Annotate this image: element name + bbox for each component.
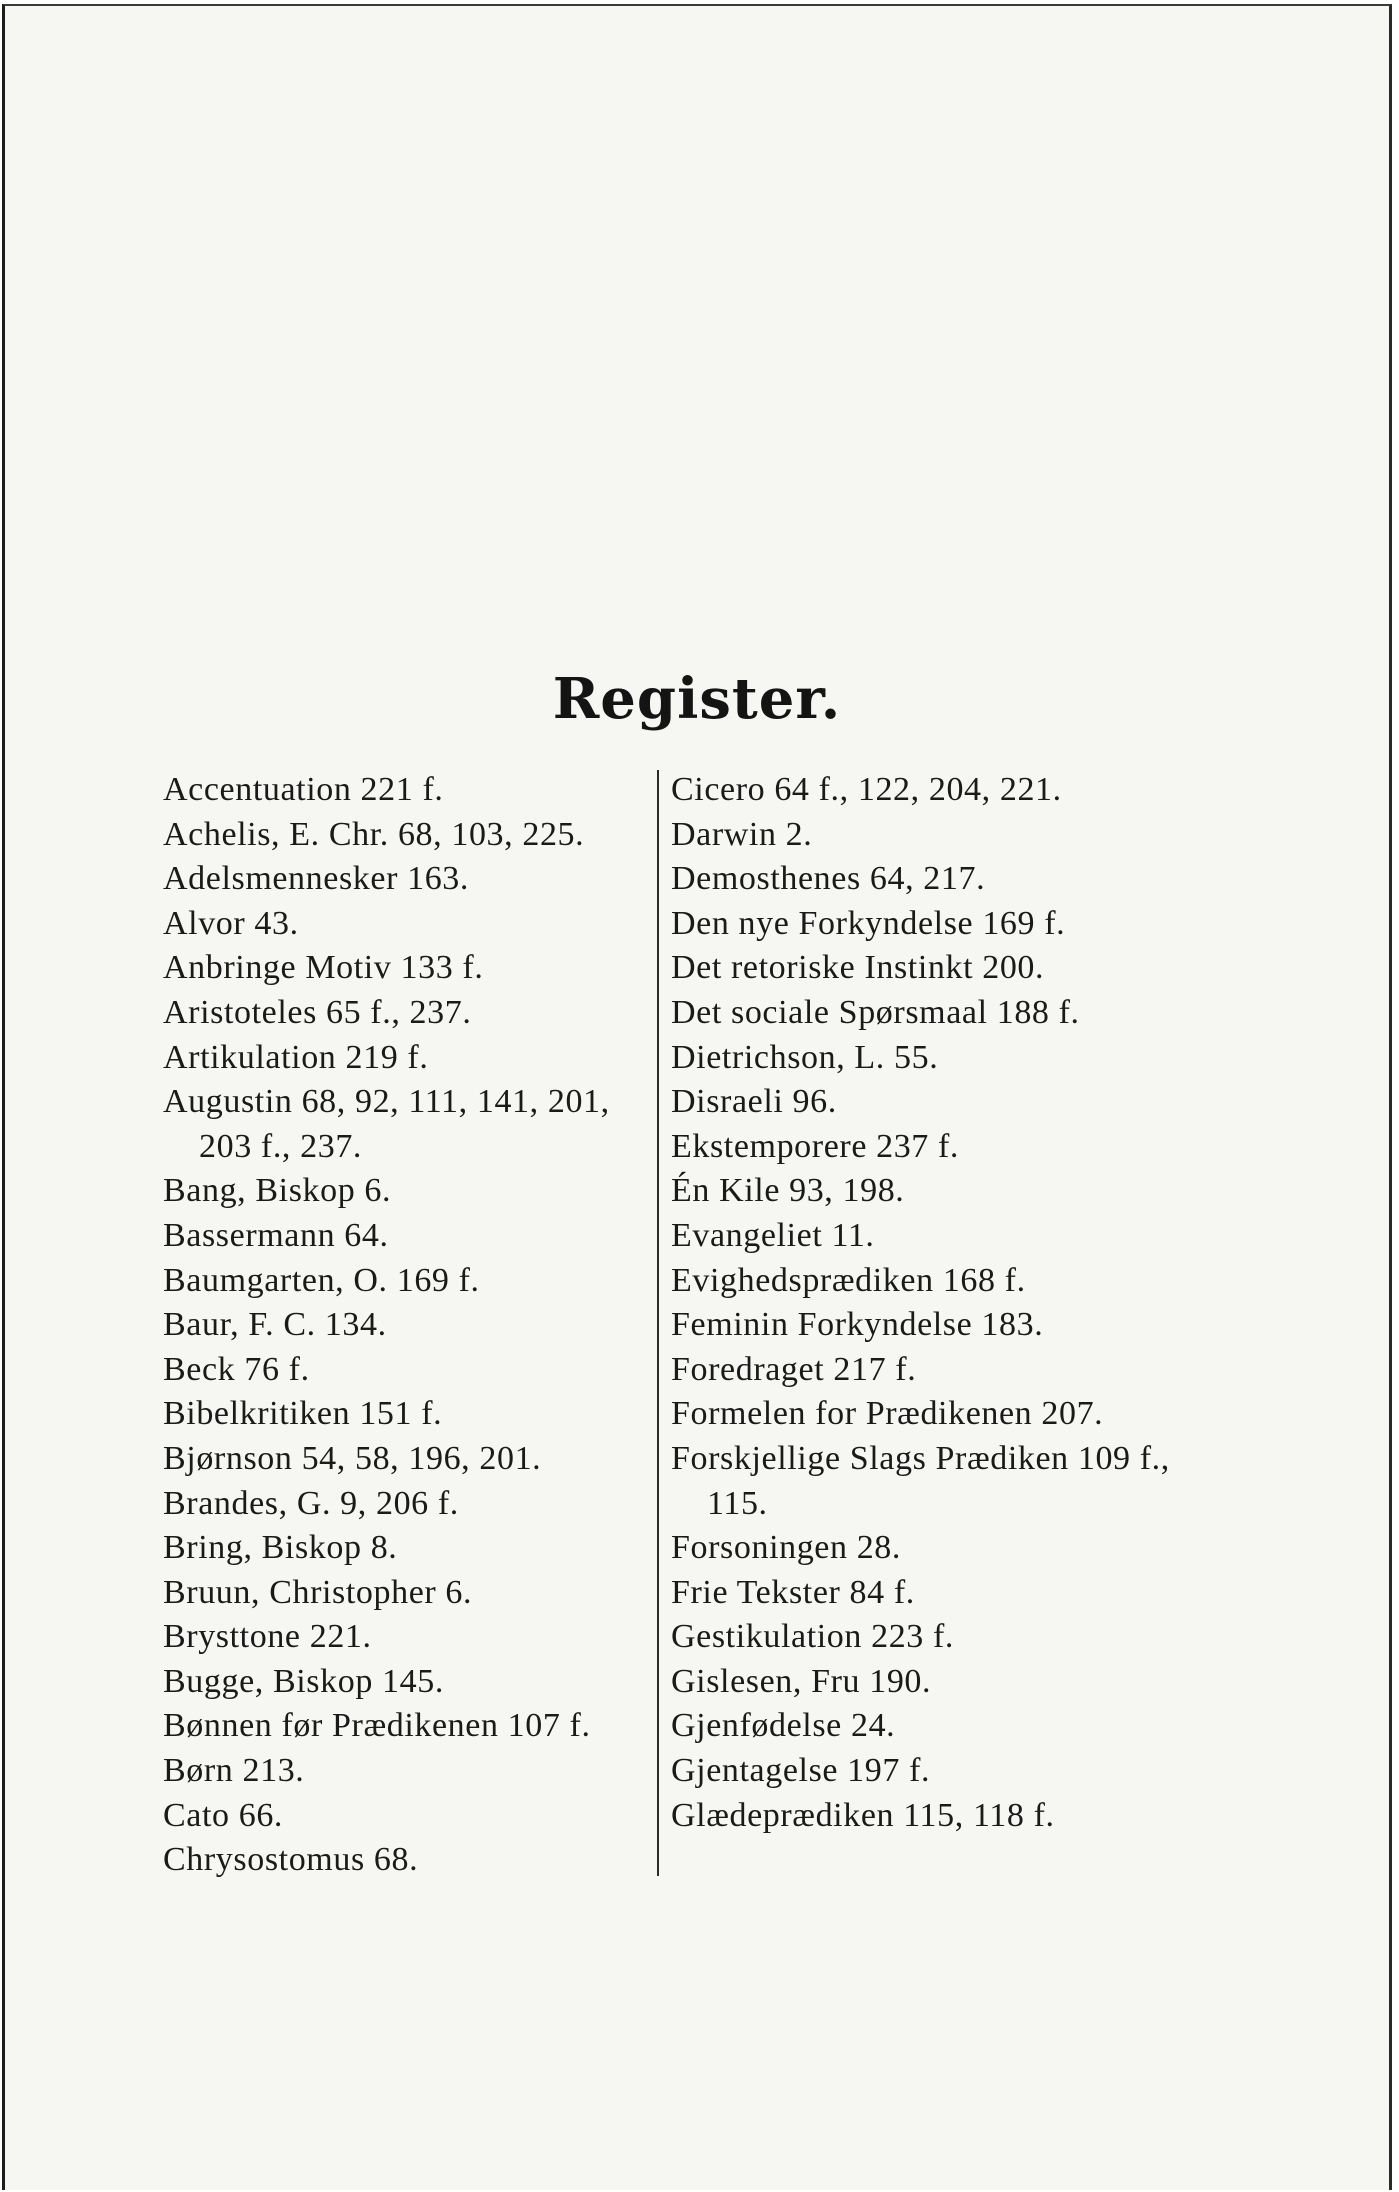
index-entry: Glædeprædiken 115, 118 f. (671, 1796, 1055, 1834)
register-page (2, 4, 1392, 2190)
index-entry: Bang, Biskop 6. (163, 1172, 392, 1210)
index-entry: Adelsmennesker 163. (163, 860, 469, 898)
index-entry: Disraeli 96. (671, 1083, 837, 1121)
index-entry: Brysttone 221. (163, 1618, 372, 1656)
index-entry: Alvor 43. (163, 904, 299, 942)
index-entry: Demosthenes 64, 217. (671, 860, 986, 898)
index-entry: Det sociale Spørsmaal 188 f. (671, 993, 1080, 1031)
index-entry: Cicero 64 f., 122, 204, 221. (671, 771, 1062, 808)
index-entry: Bruun, Christopher 6. (163, 1573, 473, 1611)
index-entry: Den nye Forkyndelse 169 f. (671, 904, 1066, 942)
index-entry: Feminin Forkyndelse 183. (671, 1306, 1044, 1344)
index-entry: Beck 76 f. (163, 1350, 310, 1388)
index-entry: Bring, Biskop 8. (163, 1529, 398, 1567)
index-entry: Bugge, Biskop 145. (163, 1662, 444, 1700)
index-entry: Bibelkritiken 151 f. (163, 1395, 443, 1433)
index-entry: Bønnen før Prædikenen 107 f. (163, 1707, 591, 1745)
index-entry: Evighedsprædiken 168 f. (671, 1261, 1026, 1299)
index-entry: Artikulation 219 f. (163, 1038, 429, 1076)
index-entry: Ekstemporere 237 f. (671, 1127, 960, 1165)
index-entry: Darwin 2. (671, 815, 813, 853)
index-entry: Gjenfødelse 24. (671, 1707, 896, 1745)
index-column-left (163, 768, 643, 1883)
index-entry: Chrysostomus 68. (163, 1841, 419, 1879)
index-entry: Bassermann 64. (163, 1216, 389, 1254)
index-column-right (671, 768, 1171, 1838)
index-entry: Achelis, E. Chr. 68, 103, 225. (163, 815, 585, 853)
index-entry: Evangeliet 11. (671, 1216, 875, 1254)
index-entry: Augustin 68, 92, 111, 141, 201, 203 f., 237. (163, 1083, 610, 1165)
index-entry: Forsoningen 28. (671, 1529, 901, 1567)
index-entry: Brandes, G. 9, 206 f. (163, 1484, 459, 1522)
index-entry: Frie Tekster 84 f. (671, 1573, 915, 1611)
index-entry: Baumgarten, O. 169 f. (163, 1261, 480, 1299)
index-entry: Det retoriske Instinkt 200. (671, 949, 1045, 987)
index-entry: Aristoteles 65 f., 237. (163, 993, 472, 1031)
index-entry: Én Kile 93, 198. (671, 1172, 905, 1210)
page-title: Register. (552, 666, 842, 732)
index-entry: Accentuation 221 f. (163, 771, 444, 808)
index-entry: Cato 66. (163, 1796, 284, 1834)
index-entry: Foredraget 217 f. (671, 1350, 917, 1388)
index-entry: Baur, F. C. 134. (163, 1306, 387, 1344)
index-entry: Anbringe Motiv 133 f. (163, 949, 484, 987)
index-entry: Børn 213. (163, 1752, 305, 1790)
column-divider (657, 770, 659, 1876)
index-entry: Bjørnson 54, 58, 196, 201. (163, 1439, 542, 1477)
index-entry: Forskjellige Slags Prædiken 109 f., 115. (671, 1439, 1170, 1522)
index-entry: Gestikulation 223 f. (671, 1618, 955, 1656)
index-entry: Gjentagelse 197 f. (671, 1752, 931, 1790)
index-entry: Dietrichson, L. 55. (671, 1038, 939, 1076)
index-entry: Formelen for Prædikenen 207. (671, 1395, 1104, 1433)
index-entry: Gislesen, Fru 190. (671, 1662, 932, 1700)
